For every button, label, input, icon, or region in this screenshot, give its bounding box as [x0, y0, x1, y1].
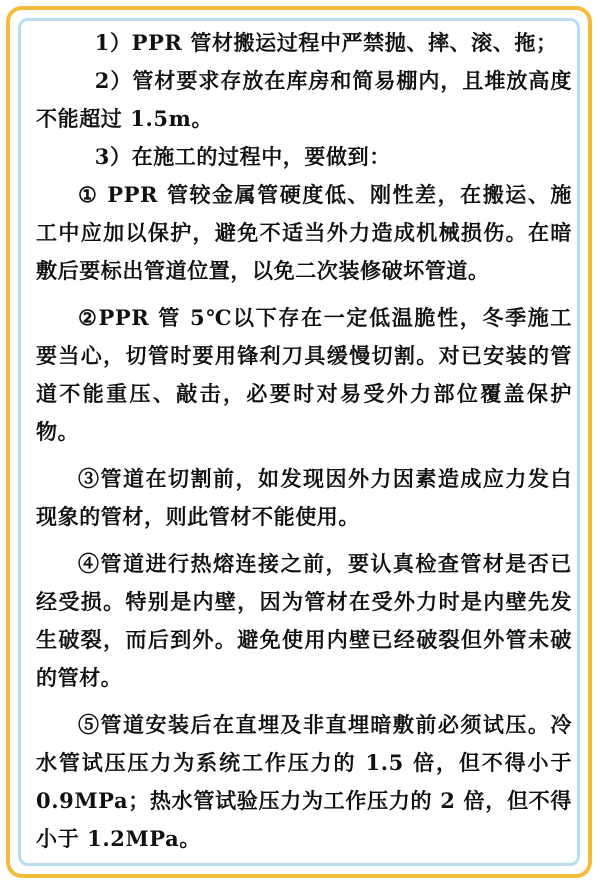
- paragraph-item-4: ④管道进行热熔连接之前，要认真检查管材是否已经受损。特别是内壁，因为管材在受外力时是内壁先发生破裂，而后到外。避免使用内壁已经破裂但外管未破的管材。: [36, 551, 572, 690]
- paragraph-item-1: ① PPR 管较金属管硬度低、刚性差，在搬运、施工中应加以保护，避免不适当外力造成机械损伤。在暗敷后要标出管道位置，以免二次装修破坏管道。: [36, 182, 572, 283]
- document-body: [36, 24, 572, 858]
- paragraph-handling-rule: 1）PPR 管材搬运过程中严禁抛、摔、滚、拖；: [94, 30, 558, 55]
- paragraph-storage-rule: 2）管材要求存放在库房和简易棚内，且堆放高度不能超过 1.5m。: [36, 68, 572, 131]
- paragraph-item-2: ②PPR 管 5℃以下存在一定低温脆性，冬季施工要当心，切管时要用锋利刀具缓慢切割。对已安装的管道不能重压、敲击，必要时对易受外力部位覆盖保护物。: [36, 305, 572, 444]
- paragraph-item-5: ⑤管道安装后在直埋及非直埋暗敷前必须试压。冷水管试压压力为系统工作压力的 1.5 倍，但不得小于 0.9MPa；热水管试验压力为工作压力的 2 倍，但不得小于 1.2MPa。: [36, 712, 572, 851]
- paragraph-construction-intro: 3）在施工的过程中，要做到：: [94, 144, 391, 169]
- paragraph-item-3: ③管道在切割前，如发现因外力因素造成应力发白现象的管材，则此管材不能使用。: [36, 466, 572, 529]
